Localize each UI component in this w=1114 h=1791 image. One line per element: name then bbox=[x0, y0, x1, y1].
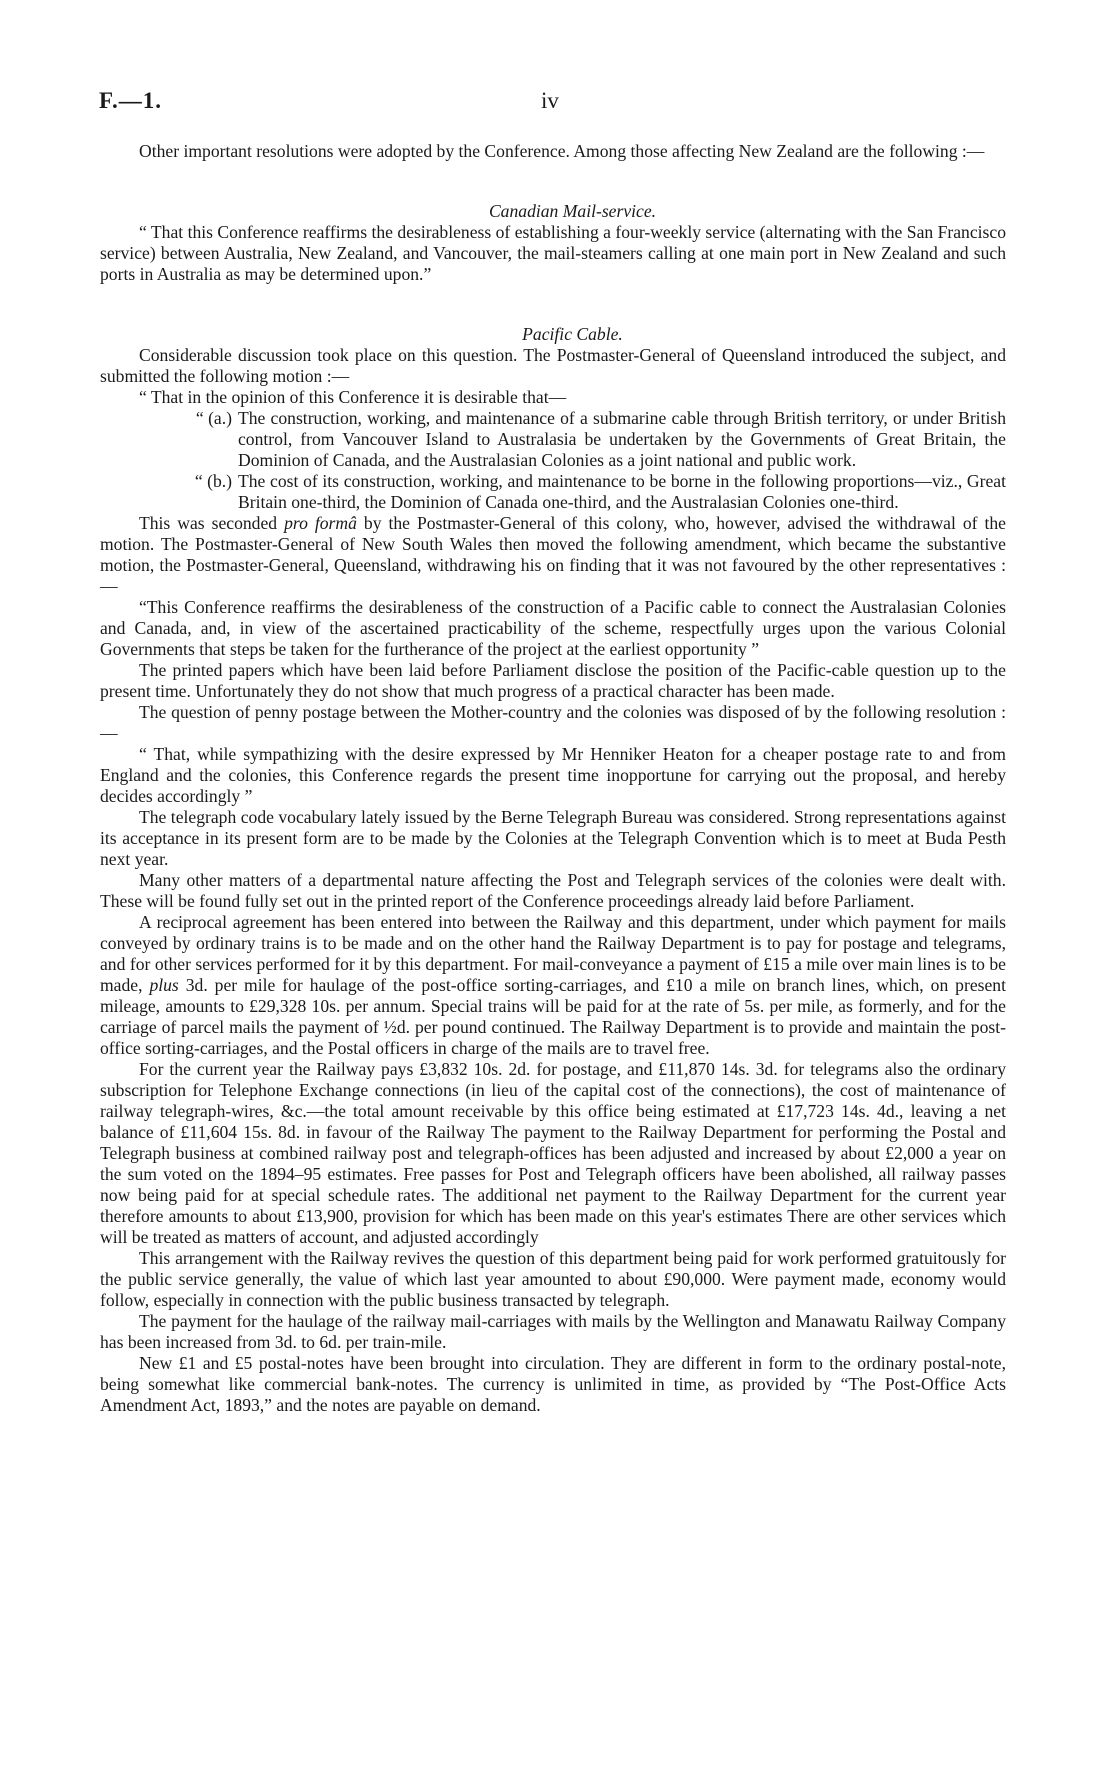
document-body bbox=[100, 141, 1006, 1416]
clause-b-label: “ (b.) bbox=[194, 471, 232, 491]
paragraph-henniker-resolution: “ That, while sympathizing with the desire expressed by Mr Henniker Heaton for a cheaper postage rate to and from England and the colonies, this Conference regards the present time inopportune for carrying out the proposal, and hereby decides accordingly ” bbox=[100, 744, 1006, 806]
paragraph-departmental-matters: Many other matters of a departmental nature affecting the Post and Telegraph services of the colonies were dealt with. These will be found fully set out in the printed report of the Conference proceedings already laid before Parliament. bbox=[100, 870, 1006, 911]
paragraph-seconded-start: This was seconded bbox=[139, 513, 285, 533]
paragraph-seconded bbox=[100, 513, 1006, 597]
heading-canadian-mail-service: Canadian Mail-service. bbox=[488, 201, 657, 221]
paragraph-railway-agreement-end: 3d. per mile for haulage of the post-office sorting-carriages, and £10 a mile on branch lines, which, on present mileage, amounts to £29,328 10s. per annum. Special trains will be paid for at the rate of 5s. per mile, as formerly, and for the carriage of parcel mails the payment of ½d. per pound continued. The Railway Department is to provide and maintain the post-office sorting-carriages, and the Postal officers in charge of the mails are to travel free. bbox=[100, 975, 1006, 1058]
paragraph-railway-agreement-start: A reciprocal agreement has been entered into between the Railway and this department, under which payment for mails conveyed by ordinary trains is to be made and on the other hand the Railway Department is to pay for postage and telegrams, and for other services performed for it by this department. For mail-conveyance a payment of £15 a mile over main lines is to be made, bbox=[100, 912, 1006, 995]
paragraph-postal-notes: New £1 and £5 postal-notes have been brought into circulation. They are different in form to the ordinary postal-note, being somewhat like commercial bank-notes. The currency is unlimited in time, as provided by “The Post-Office Acts Amendment Act, 1893,” and the notes are payable on demand. bbox=[100, 1353, 1006, 1415]
paragraph-gratuitous-work: This arrangement with the Railway revives the question of this department being paid for work performed gratuitously for the public service generally, the value of which last year amounted to about £90,000. Were payment made, economy would follow, especially in connection with the public business transacted by telegraph. bbox=[100, 1248, 1006, 1310]
intro-paragraph: Other important resolutions were adopted by the Conference. Among those affecting New Zealand are the following :— bbox=[139, 141, 985, 161]
page-number: iv bbox=[541, 88, 559, 113]
paragraph-penny-postage: The question of penny postage between the Mother-country and the colonies was disposed of by the following resolution :— bbox=[100, 702, 1006, 743]
plus-term: plus bbox=[149, 975, 179, 995]
paragraph-discussion: Considerable discussion took place on this question. The Postmaster-General of Queensland introduced the subject, and submitted the following motion :— bbox=[100, 345, 1006, 386]
paragraph-manawatu-railway: The payment for the haulage of the railway mail-carriages with mails by the Wellington and Manawatu Railway Company has been increased from 3d. to 6d. per train-mile. bbox=[100, 1311, 1006, 1352]
paragraph-railway-agreement bbox=[100, 912, 1006, 1059]
heading-pacific-cable: Pacific Cable. bbox=[522, 324, 623, 344]
clause-b bbox=[100, 471, 1006, 513]
paragraph-amendment: “This Conference reaffirms the desirableness of the construction of a Pacific cable to connect the Australasian Colonies and Canada, and, in view of the ascertained practicability of the scheme, respectfully urges upon the various Colonial Governments that steps be taken for the furtherance of the project at the earliest opportunity ” bbox=[100, 597, 1006, 659]
clause-a bbox=[100, 408, 1006, 471]
paragraph-telegraph-code: The telegraph code vocabulary lately issued by the Berne Telegraph Bureau was considered. Strong representations against its acceptance in its present form are to be made by the Colonies at the Telegraph Convention which is to meet at Buda Pesth next year. bbox=[100, 807, 1006, 869]
document-code: F.—1. bbox=[99, 88, 162, 113]
paragraph-printed-papers: The printed papers which have been laid before Parliament disclose the position of the Pacific-cable question up to the present time. Unfortunately they do not show that much progress of a practical character has been made. bbox=[100, 660, 1006, 701]
paragraph-motion-intro: “ That in the opinion of this Conference it is desirable that— bbox=[139, 387, 567, 407]
clause-a-text: The construction, working, and maintenance of a submarine cable through British territory, or under British control, from Vancouver Island to Australasia be undertaken by the Governments of Great Britain, the Dominion of Canada, and the Australasian Colonies as a joint national and public work. bbox=[238, 408, 1006, 470]
pro-forma-term: pro formâ bbox=[284, 513, 357, 533]
clause-a-label: “ (a.) bbox=[195, 408, 232, 428]
paragraph-current-year-payments: For the current year the Railway pays £3,832 10s. 2d. for postage, and £11,870 14s. 3d. for telegrams also the ordinary subscription for Telephone Exchange connections (in lieu of the capital cost of the connections), the cost of maintenance of railway telegraph-wires, &c.—the total amount receivable by this office being estimated at £17,723 14s. 4d., leaving a net balance of £11,604 15s. 8d. in favour of the Railway The payment to the Railway Department for performing the Postal and Telegraph business at combined railway post and telegraph-offices has been adjusted and increased by about £2,000 a year on the sum voted on the 1894–95 estimates. Free passes for Post and Telegraph officers have been abolished, all railway passes now being paid for at special schedule rates. The additional net payment to the Railway Department for the current year therefore amounts to about £13,900, provision for which has been made on this year's estimates There are other services which will be treated as matters of account, and adjusted accordingly bbox=[100, 1059, 1006, 1247]
canadian-resolution-paragraph: “ That this Conference reaffirms the desirableness of establishing a four-weekly service (alternating with the San Francisco service) between Australia, New Zealand, and Vancouver, the mail-steamers calling at one main port in New Zealand and such ports in Australia as may be determined upon.” bbox=[100, 222, 1006, 284]
clause-b-text: The cost of its construction, working, and maintenance to be borne in the following proportions—viz., Great Britain one-third, the Dominion of Canada one-third, and the Australasian Colonies one-third. bbox=[238, 471, 1006, 512]
paragraph-seconded-end: by the Postmaster-General of this colony, who, however, advised the withdrawal of the motion. The Postmaster-General of New South Wales then moved the following amendment, which became the substantive motion, the Postmaster-General, Queensland, withdrawing his on finding that it was not favoured by the other representatives :— bbox=[100, 513, 1006, 596]
